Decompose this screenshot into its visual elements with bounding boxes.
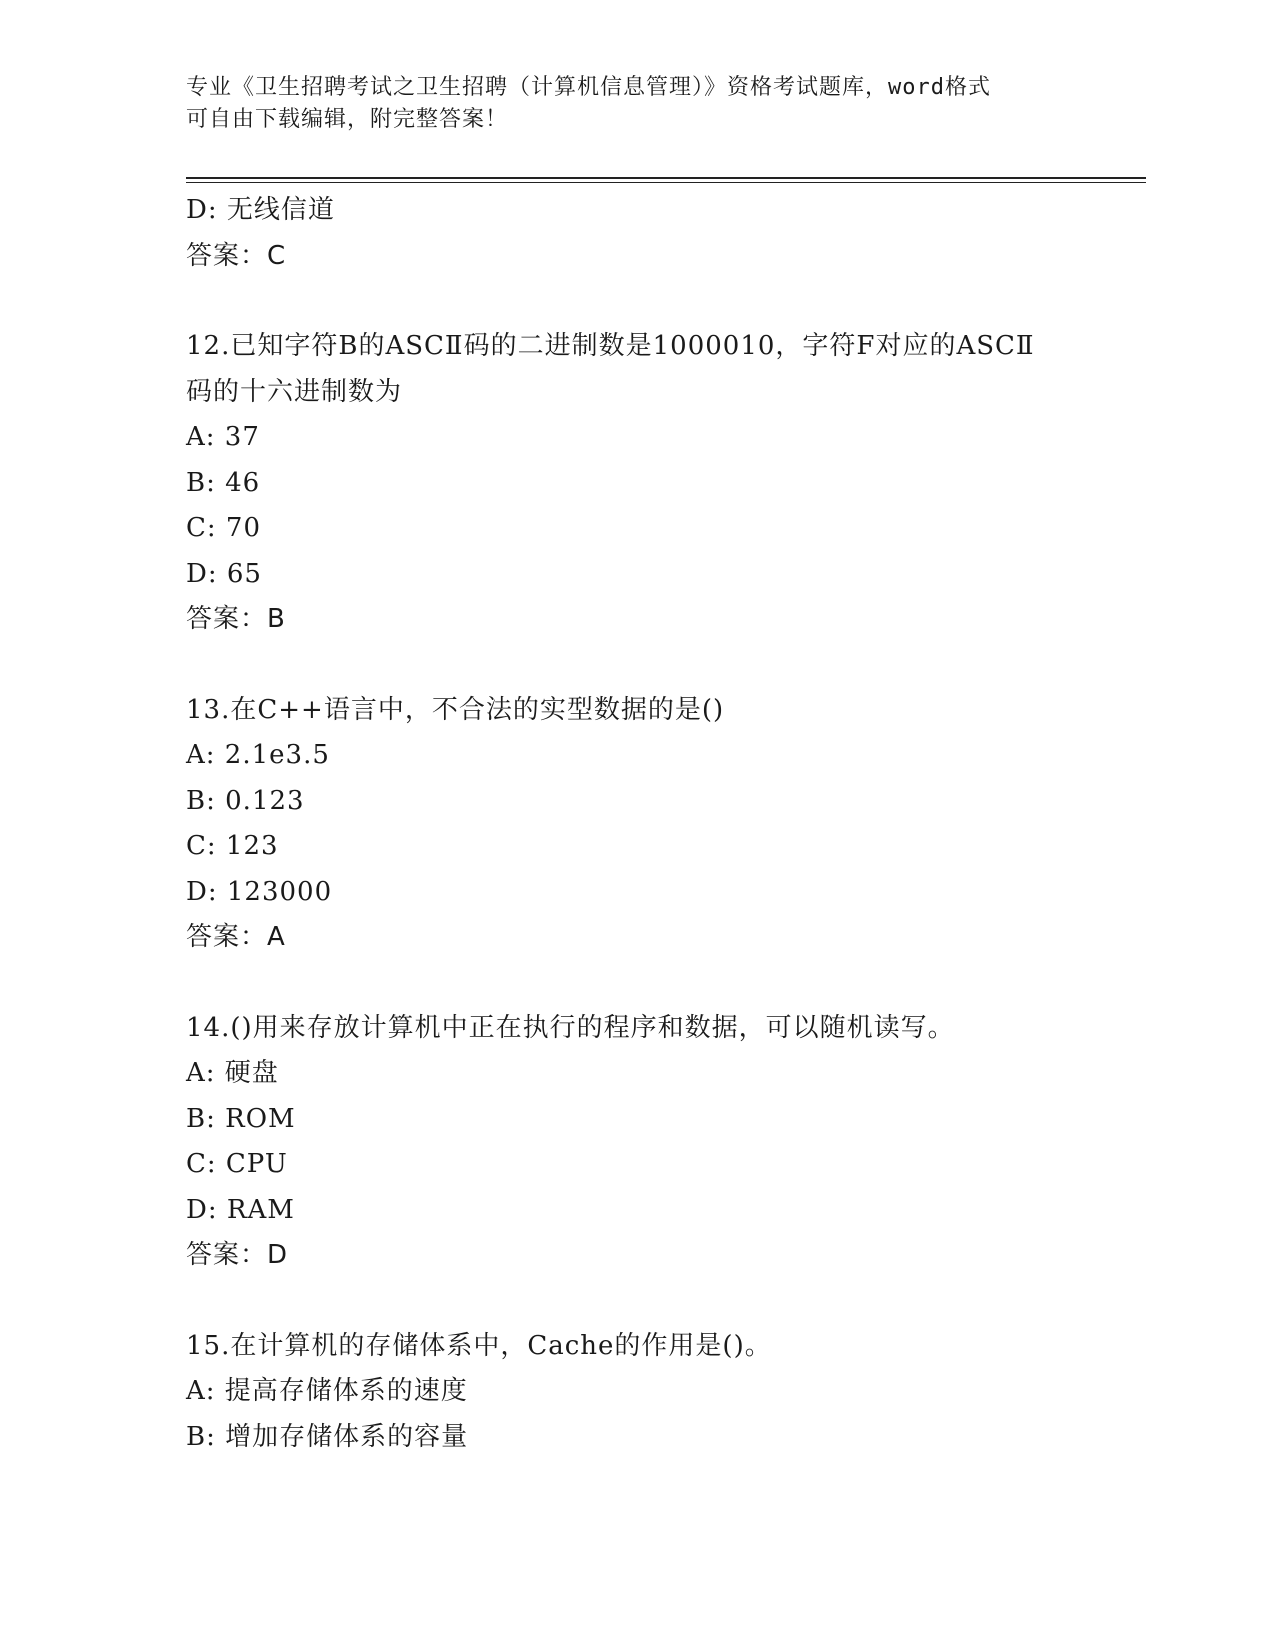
question-stem: 13.在C++语言中，不合法的实型数据的是()	[186, 694, 725, 725]
document-header	[186, 72, 1066, 136]
prev-answer: 答案：C	[186, 240, 287, 271]
option-d: D: 123000	[186, 876, 333, 907]
option-a: A: 2.1e3.5	[186, 740, 330, 770]
option-c: C: 70	[186, 513, 262, 543]
question-12	[186, 324, 1086, 643]
spacer	[186, 643, 1086, 688]
question-stem: 12.已知字符B的ASCⅡ码的二进制数是1000010，字符F对应的ASCⅡ	[186, 331, 1035, 361]
spacer	[186, 1279, 1086, 1324]
option-a: A: 37	[186, 422, 260, 452]
question-stem: 15.在计算机的存储体系中，Cache的作用是()。	[186, 1330, 772, 1361]
option-b: B: 46	[186, 467, 261, 498]
document-body	[186, 188, 1086, 1460]
answer: 答案：A	[186, 922, 286, 952]
question-15	[186, 1324, 1086, 1461]
spacer	[186, 961, 1086, 1006]
header-line-2: 可自由下载编辑，附完整答案！	[186, 107, 509, 132]
option-b: B: 0.123	[186, 785, 305, 816]
option-b: B: ROM	[186, 1103, 296, 1134]
spacer	[186, 279, 1086, 324]
answer: 答案：B	[186, 604, 286, 634]
option-d: D: RAM	[186, 1194, 295, 1225]
question-14	[186, 1006, 1086, 1279]
option-c: C: CPU	[186, 1149, 288, 1179]
header-rule-thin	[186, 182, 1146, 183]
answer: 答案：D	[186, 1240, 289, 1270]
prev-option-d: D: 无线信道	[186, 195, 335, 225]
option-a: A: 提高存储体系的速度	[186, 1376, 468, 1406]
header-line-1: 专业《卫生招聘考试之卫生招聘（计算机信息管理）》资格考试题库，word格式	[186, 75, 991, 100]
option-a: A: 硬盘	[186, 1058, 279, 1088]
question-13	[186, 688, 1086, 961]
question-stem: 14.()用来存放计算机中正在执行的程序和数据，可以随机读写。	[186, 1012, 955, 1043]
option-c: C: 123	[186, 831, 279, 861]
header-rule-thick	[186, 177, 1146, 179]
option-d: D: 65	[186, 558, 262, 589]
option-b: B: 增加存储体系的容量	[186, 1421, 469, 1452]
question-stem-continued: 码的十六进制数为	[186, 376, 403, 407]
